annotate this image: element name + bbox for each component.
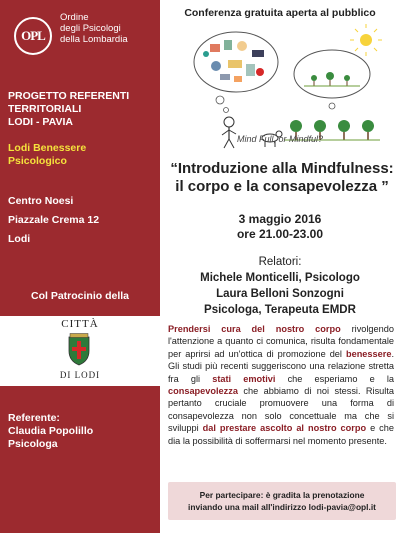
citta-bottom-text: DI LODI [59,370,101,380]
mindfulness-illustration [184,22,384,150]
benessere-line-1: Lodi Benessere [8,142,87,154]
para-span: dal prestare ascolto al nostro corpo [202,423,367,434]
registration-line-1: Per partecipare: è gradita la prenotazione [199,490,365,500]
event-datetime [160,212,400,242]
speaker-2: Laura Belloni Sonzogni [216,288,344,300]
sidebar [0,0,160,533]
opl-logo [0,0,160,70]
conference-heading: Conferenza gratuita aperta al pubblico [184,7,376,19]
event-title-line-2: il corpo e la consapevolezza ” [175,178,389,195]
venue-name: Centro Noesi [8,195,74,207]
project-line-1: PROGETTO REFERENTI [8,90,130,102]
para-span: . Gli studi più recenti suggeriscono una relazione stretta fra gli [168,348,394,384]
benessere-line-2: Psicologico [8,155,67,167]
event-time: ore 21.00-23.00 [236,227,324,241]
project-heading [8,90,158,129]
logo-line-3: della Lombardia [60,34,128,45]
para-span: che abbiamo di noi stessi. Risulta pertanto cruciale promuovere una forma di consapevolezza non solo concettuale ma che si sviluppi [168,386,394,434]
referente-role: Psicologa [8,438,58,450]
main-content [160,0,400,533]
referente-label: Referente: [8,412,60,424]
opl-logo-text [60,12,128,45]
para-span: Prendersi cura del nostro corpo [168,324,341,334]
para-span: benessere [345,348,392,359]
logo-line-2: degli Psicologi [60,23,121,34]
city-shield-icon [66,333,92,367]
registration-line-2: inviando una mail all'indirizzo lodi-pavia@opl.it [188,502,376,512]
logo-line-1: Ordine [60,12,89,23]
illustration-caption: Mind Full, or Mindful? [236,134,324,144]
venue-street: Piazzale Crema 12 [8,214,100,226]
para-span: stati emotivi [212,373,276,384]
citta-di-lodi-logo [0,316,160,386]
patronage-label: Col Patrocinio della [30,290,130,302]
event-title-line-1: “Introduzione alla Mindfulness: [170,160,394,177]
referente-name: Claudia Popolillo [8,425,94,437]
venue-address [8,192,99,249]
description-paragraph [168,323,394,447]
para-span: consapevolezza [168,386,238,397]
contact-person [8,412,93,451]
opl-logo-mark: OPL [14,17,52,55]
project-line-3: LODI - PAVIA [8,116,73,128]
project-line-2: TERRITORIALI [8,103,82,115]
registration-box [168,482,396,520]
speakers [160,254,400,318]
event-title [164,160,400,196]
speaker-1: Michele Monticelli, Psicologo [200,272,360,284]
para-span: e che dia la possibilità di soffermarsi nel momento presente. [168,423,394,446]
speakers-label: Relatori: [258,256,302,268]
citta-top-text: CITTÀ [61,318,99,330]
para-span: rivolgendo l'attenzione a quanto ci comunica, risulta fondamentale per aprirsi ad un'ottica di promozione del [168,324,394,359]
venue-city: Lodi [8,233,31,245]
para-span: che esperiamo e la [275,373,395,384]
speaker-3: Psicologa, Terapeuta EMDR [204,304,356,316]
benessere-label [8,142,86,168]
event-date: 3 maggio 2016 [238,212,322,226]
